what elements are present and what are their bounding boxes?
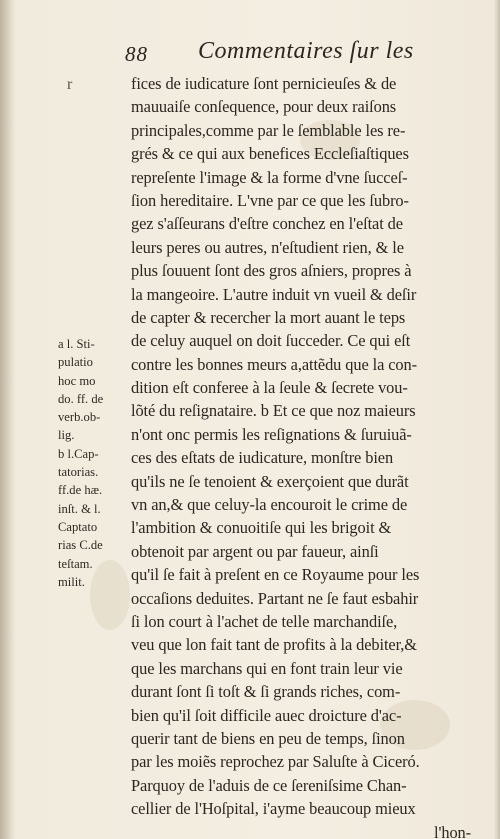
margin-note-line: ff.de hæ.	[58, 483, 103, 498]
text-line: cellier de l'Hoſpital, i'ayme beaucoup mieux	[131, 799, 416, 819]
text-line: grés & ce qui aux benefices Eccleſiaſtiques	[131, 144, 409, 164]
text-line: obtenoit par argent ou par faueur, ainſi	[131, 541, 379, 561]
text-line: leurs peres ou autres, n'eſtudient rien, & le	[131, 237, 404, 257]
margin-note-line: lig.	[58, 428, 75, 443]
text-line: mauuaiſe conſequence, pour deux raiſons	[131, 97, 397, 117]
text-line: occaſions deduites. Partant ne ſe faut esbahir	[131, 588, 419, 608]
text-line: qu'ils ne ſe tenoient & exerçoient que durãt	[131, 471, 409, 491]
margin-note-line: rias C.de	[58, 538, 103, 553]
text-line: de celuy auquel on doit ſucceder. Ce qui eſt	[131, 331, 411, 351]
page-edge	[494, 0, 500, 839]
text-line: bien qu'il ſoit difficile auec droicture d'ac-	[131, 705, 402, 725]
text-line: vn an,& que celuy-la encouroit le crime de	[131, 495, 408, 515]
text-line: ſion hereditaire. L'vne par ce que les ſubro-	[131, 190, 409, 210]
margin-note-line: a l. Sti-	[58, 337, 95, 351]
page-number: 88	[125, 42, 148, 66]
text-line: Parquoy de l'aduis de ce ſereniſsime Chan-	[131, 775, 407, 795]
text-line: repreſente l'image & la forme d'vne ſucceſ-	[131, 167, 408, 187]
margin-note-line: milit.	[58, 574, 85, 589]
text-line: de capter & recercher la mort auant le teps	[131, 307, 406, 327]
text-line: querir tant de biens en peu de temps, ſinon	[131, 728, 405, 748]
text-line: par les moiẽs reprochez par Saluſte à Ciceró.	[131, 752, 420, 772]
running-header	[0, 38, 500, 68]
text-line: durant ſont ſi toſt & ſi grands riches, com-	[131, 682, 401, 702]
text-line: la mangeoire. L'autre induit vn vueil & deſir	[131, 284, 417, 304]
text-line: lõté du reſignataire. b Et ce que noz maieurs	[131, 401, 416, 421]
text-line: que les marchans qui en font train leur vie	[131, 658, 403, 678]
text-line: ces des eſtats de iudicature, monſtre bien	[131, 448, 394, 468]
text-line: dition eſt conferee à la ſeule & ſecrete vou-	[131, 378, 408, 398]
margin-note-line: hoc mo	[58, 373, 96, 388]
margin-note-line: b l.Cap-	[58, 446, 99, 461]
text-line: principales,comme par le ſemblable les re-	[131, 120, 406, 140]
text-line: qu'il ſe fait à preſent en ce Royaume pour les	[131, 565, 420, 585]
text-line: gez s'aſſeurans d'eſtre conchez en l'eſtat de	[131, 214, 403, 234]
margin-mark: r	[67, 76, 73, 93]
text-line: l'hon-	[434, 822, 471, 839]
margin-note-line: pulatio	[58, 355, 93, 370]
body-text	[131, 72, 471, 839]
margin-note-line: teſtam.	[58, 556, 93, 571]
text-line: contre les bonnes meurs a,attẽdu que la con-	[131, 354, 417, 374]
gutter-shadow	[0, 0, 14, 839]
text-line: n'ont onc permis les reſignations & ſuruiuã-	[131, 424, 412, 444]
margin-note-line: verb.ob-	[58, 410, 101, 425]
text-line: plus ſouuent ſont des gros aſniers, propres à	[131, 261, 412, 281]
margin-note-line: Captato	[58, 519, 98, 534]
margin-note-line: tatorias.	[58, 465, 99, 480]
margin-note-line: inſt. & l.	[58, 501, 101, 516]
margin-note-line: do. ff. de	[58, 391, 104, 406]
text-line: veu que lon fait tant de profits à la debiter,&	[131, 635, 417, 655]
running-title: Commentaires ſur les	[198, 38, 414, 64]
text-line: ſi lon court à l'achet de telle marchandiſe,	[131, 611, 398, 631]
text-line: l'ambition & conuoitiſe qui les brigoit &	[131, 518, 392, 538]
text-line: fices de iudicature ſont pernicieuſes & de	[131, 74, 397, 93]
margin-notes	[58, 335, 132, 591]
